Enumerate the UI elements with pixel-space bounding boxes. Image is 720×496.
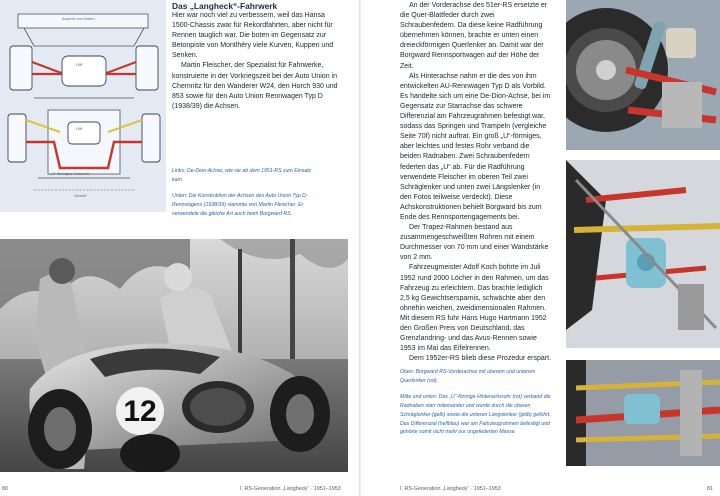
axle-drawing <box>4 2 164 210</box>
race-car-photo-art <box>0 239 348 472</box>
front-axle-photo <box>566 0 720 150</box>
right-paragraph: Als Hinterachse nahm er die des von ihm entwickelten AU-Rennwagen Typ D als Vorbild. Es handelte sich um eine De-Dion-Achse, bei im Gegensatz zur Starrachse das schwere Differenzial am Fahrzeugrahmen befestigt war, sodass das Springen und Trampeln (vergleiche Seite 70f) nicht auftrat. Ein groß „U“-förmiges, aber leichtes und festes Rohr verband die beiden Radnaben. Zwei Schraubenfedern federten das „U“ ab. Für die Radführung verwendete Fleischer im oberen Teil zwei Schräglenker und unten zwei Längslenker (in den Fotos teilweise verdeckt). Diese Achskonstruktionen behielt Borgward bis zum Ende des Rennsportengagements bei. <box>400 72 551 221</box>
front-axle-art <box>566 0 720 150</box>
race-number: 12 <box>123 395 157 428</box>
left-paragraph: Hier war noch viel zu verbessern, weil das Hansa 1500-Chassis zwar für Rekordfahrten, aber nicht für Rennen tauglich war. Die boten im Gegensatz zur Betonpiste von Montlhéry viele Kurven, Kuppen und Senken. <box>172 12 334 60</box>
de-dion-axle-diagram <box>0 0 166 212</box>
right-paragraph: Der Trapez-Rahmen bestand aus zusammengeschweißten Rohren mit einem Durchmesser von 70 mm und einer Wandstärke von 2 mm. <box>400 224 549 262</box>
right-captions <box>400 368 552 444</box>
rear-axle-bottom-art <box>566 360 720 466</box>
rear-axle-middle-art <box>566 160 720 348</box>
right-body-text <box>400 1 552 364</box>
caption-left-axle: Links: De-Dion-Achse, wie sie ab dem 1951-RS zum Einsatz kam. <box>172 168 312 183</box>
left-running-title: I. RS-Generation „Langheck“ · 1951–1953 <box>240 486 341 492</box>
right-paragraph: Fahrzeugmeister Adolf Koch bohrte im Juli 1952 rund 2000 Löcher in den Rahmen, um das Fahrzeug zu erleichtern. Das brachte lediglich 2,5 kg Gewichtsersparnis, schwächte aber den ohnehin weichen, zweidimensionalen Rahmen. Mit diesem RS fuhr Hans Hugo Hartmann 1952 den Großen Preis von Deutschland, das Grenzlandring- und das Avus-Rennen sowie 1953 im Mai das Eifelrennen. <box>400 264 549 353</box>
diagram-diff-label-1: Diff. <box>76 62 84 67</box>
left-captions <box>172 167 322 226</box>
diagram-diff-label-2: Diff. <box>76 126 84 131</box>
right-running-title: I. RS-Generation „Langheck“ · 1951–1953 <box>400 486 501 492</box>
right-page-number: 81 <box>707 486 713 492</box>
rear-axle-photo-bottom <box>566 360 720 466</box>
left-paragraph: Martin Fleischer, der Spezialist für Fahrwerke, konstruierte in der Vorkriegszeit bei der Auto Union in Chemnitz für den Wanderer W24, den Horch 930 und 853 sowie für den Auto Union Rennwagen Typ D (1938/39) die Achsen. <box>172 62 338 110</box>
diagram-frame-label: Gestell <box>74 193 87 198</box>
right-paragraph: Dem 1952er-RS blieb diese Prozedur erspart. <box>409 355 552 363</box>
rear-axle-photo-middle <box>566 160 720 348</box>
left-body-text <box>172 11 340 112</box>
left-page-number: 80 <box>2 486 8 492</box>
spine-gutter <box>359 0 361 496</box>
diagram-top-label: Ansicht von hinten <box>62 16 95 21</box>
caption-below-photo: Unten: Die Konstruktion der Achsen des Auto Union Typ D-Rennwagens (1938/39) stammte von Martin Fleischer. Er verwendete die gleiche Art auch beim Borgward RS. <box>172 192 308 217</box>
chapter-heading: Das „Langheck“-Fahrwerk <box>172 1 278 11</box>
race-car-photo <box>0 239 348 472</box>
diagram-axle-label: „U“-förmiges Achsrohr <box>50 171 90 176</box>
right-paragraph: An der Vorderachse des 51er-RS ersetzte er die Quer-Blattfeder durch zwei Schraubenfedern. Da diese keine Radführung übernehmen können, brachte er unten einen dreieckförmigen Querlenker an. Damit war der Borgward Rennsportwagen auf der Höhe der Zeit. <box>400 2 548 70</box>
caption-rear-axle: Mitte und unten: Das „U“-förmige Hinterachsrohr (rot) verband die Radnaben starr miteinander und wurde durch die oberen Schräglenker (gelb) sowie die unteren Längslenker (gelb) geführt. Das Differenzial (hellblau) war am Fahrzeugrahmen befestigt und gehörte somit nicht mehr zur ungefederten Masse. <box>400 393 551 436</box>
caption-front-axle: Oben: Borgward RS-Vorderachse mit oberem und unterem Querlenker (rot). <box>400 369 536 384</box>
